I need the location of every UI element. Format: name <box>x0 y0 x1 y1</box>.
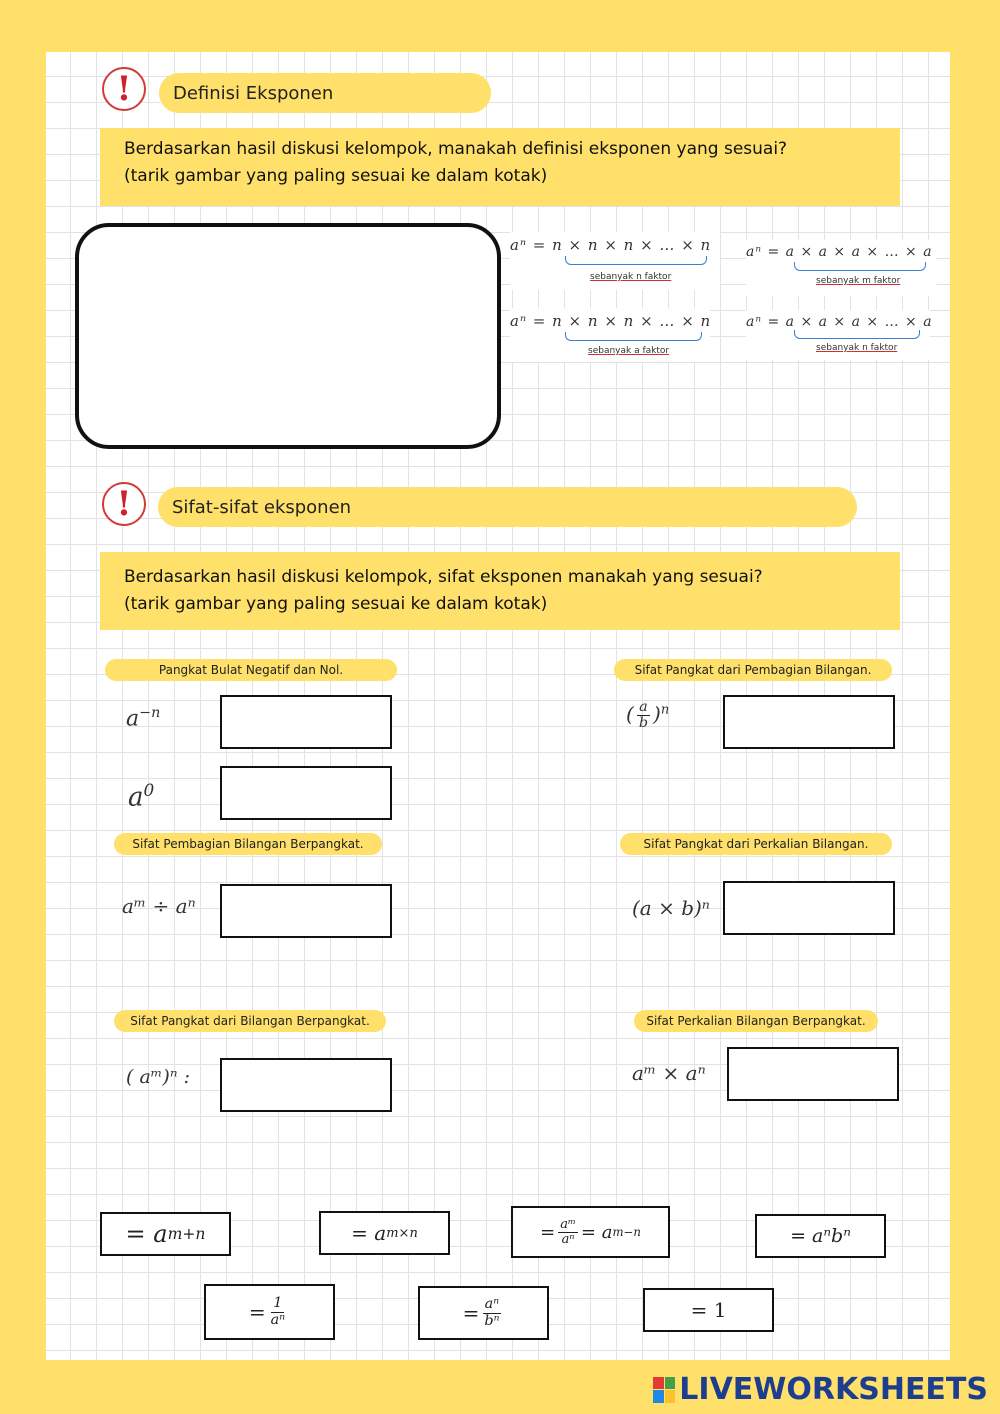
property-label: Sifat Pangkat dari Perkalian Bilangan. <box>620 833 892 855</box>
expression-division: aᵐ ÷ aⁿ <box>122 894 196 918</box>
alert-icon: ! <box>102 482 146 526</box>
question-instruction: (tarik gambar yang paling sesuai ke dalam kotak) <box>124 166 548 186</box>
numerator: 1 <box>273 1295 283 1312</box>
answer-card-distribute[interactable]: = aⁿbⁿ <box>755 1214 886 1258</box>
property-label: Sifat Pangkat dari Pembagian Bilangan. <box>614 659 892 681</box>
drop-slot-zero[interactable] <box>220 766 392 820</box>
exponent: −n <box>139 705 161 721</box>
definition-option-3[interactable] <box>510 308 710 362</box>
question-instruction: (tarik gambar yang paling sesuai ke dalam kotak) <box>124 594 548 614</box>
expression-negative <box>126 705 160 731</box>
denominator: bⁿ <box>484 1312 500 1329</box>
property-label: Sifat Pembagian Bilangan Berpangkat. <box>114 833 382 855</box>
drop-slot-product-power[interactable] <box>723 881 895 935</box>
question-line: Berdasarkan hasil diskusi kelompok, manakah definisi eksponen yang sesuai? <box>124 139 788 159</box>
option-formula: aⁿ = n × n × n × … × n <box>510 236 712 254</box>
exponent: m−n <box>612 1225 641 1239</box>
expression-multiplication: aᵐ × aⁿ <box>632 1061 706 1085</box>
exponent: 0 <box>143 780 155 800</box>
drop-slot-division-power[interactable] <box>723 695 895 749</box>
definition-drop-box[interactable] <box>75 223 501 449</box>
drop-slot-negative[interactable] <box>220 695 392 749</box>
answer-card-one[interactable]: = 1 <box>643 1288 774 1332</box>
definition-option-4[interactable] <box>746 310 933 360</box>
option-formula: aⁿ = a × a × a × … × a <box>746 244 933 260</box>
question-box <box>100 552 900 630</box>
answer-text: = a <box>351 1221 387 1245</box>
option-label: sebanyak a faktor <box>588 346 670 356</box>
answer-card-fraction[interactable]: = $\frac{\text{aⁿ}}{\text{bⁿ}}$ <box>418 1286 549 1340</box>
brand-text: LIVEWORKSHEETS <box>679 1372 988 1407</box>
expression-zero <box>128 780 154 813</box>
expression-power-of-power: ( aᵐ)ⁿ : <box>126 1066 190 1088</box>
brace-icon <box>794 330 920 339</box>
expression-division-power: ( $\frac{a}{b}$ )$^n$ <box>626 699 670 732</box>
drop-slot-power-of-power[interactable] <box>220 1058 392 1112</box>
base: a <box>126 706 140 732</box>
definition-option-2[interactable] <box>746 240 936 296</box>
answer-card-product[interactable] <box>319 1211 450 1255</box>
answer-text: = a <box>580 1221 613 1243</box>
numerator: a <box>639 699 648 715</box>
option-formula: aⁿ = n × n × n × … × n <box>510 312 712 330</box>
brace-icon <box>794 262 926 271</box>
numerator: aⁿ <box>484 1296 500 1313</box>
base: a <box>128 782 144 813</box>
answer-text: = a <box>125 1220 168 1248</box>
section-title: Definisi Eksponen <box>159 73 491 113</box>
answer-card-difference[interactable]: = $\frac{\text{aᵐ}}{\text{aⁿ}}$ = a m−n <box>511 1206 670 1258</box>
option-label: sebanyak m faktor <box>816 276 901 286</box>
drop-slot-division[interactable] <box>220 884 392 938</box>
brace-icon <box>565 332 702 341</box>
option-formula: aⁿ = a × a × a × … × a <box>746 314 933 330</box>
option-label: sebanyak n faktor <box>590 272 672 282</box>
liveworksheets-logo[interactable] <box>653 1372 988 1407</box>
question-line: Berdasarkan hasil diskusi kelompok, sifat eksponen manakah yang sesuai? <box>124 567 763 587</box>
drop-slot-multiplication[interactable] <box>727 1047 899 1101</box>
brand-icon <box>653 1377 675 1403</box>
section-title: Sifat-sifat eksponen <box>158 487 857 527</box>
exponent: m+n <box>167 1225 206 1243</box>
exponent: n <box>660 702 670 718</box>
numerator: aᵐ <box>560 1216 576 1232</box>
property-label: Sifat Pangkat dari Bilangan Berpangkat. <box>114 1010 386 1032</box>
answer-card-reciprocal[interactable]: = $\frac{1}{\text{aⁿ}}$ <box>204 1284 335 1340</box>
expression-product-power: (a × b)ⁿ <box>632 896 710 920</box>
definition-option-1[interactable] <box>510 232 720 290</box>
alert-icon: ! <box>102 67 146 111</box>
brace-icon <box>565 256 707 265</box>
exponent: m×n <box>386 1225 418 1241</box>
denominator: aⁿ <box>561 1231 575 1247</box>
denominator: b <box>638 715 649 732</box>
question-box <box>100 128 900 206</box>
property-label: Sifat Perkalian Bilangan Berpangkat. <box>634 1010 878 1032</box>
property-label: Pangkat Bulat Negatif dan Nol. <box>105 659 397 681</box>
answer-card-sum[interactable] <box>100 1212 231 1256</box>
denominator: aⁿ <box>270 1311 286 1328</box>
option-label: sebanyak n faktor <box>816 343 898 353</box>
